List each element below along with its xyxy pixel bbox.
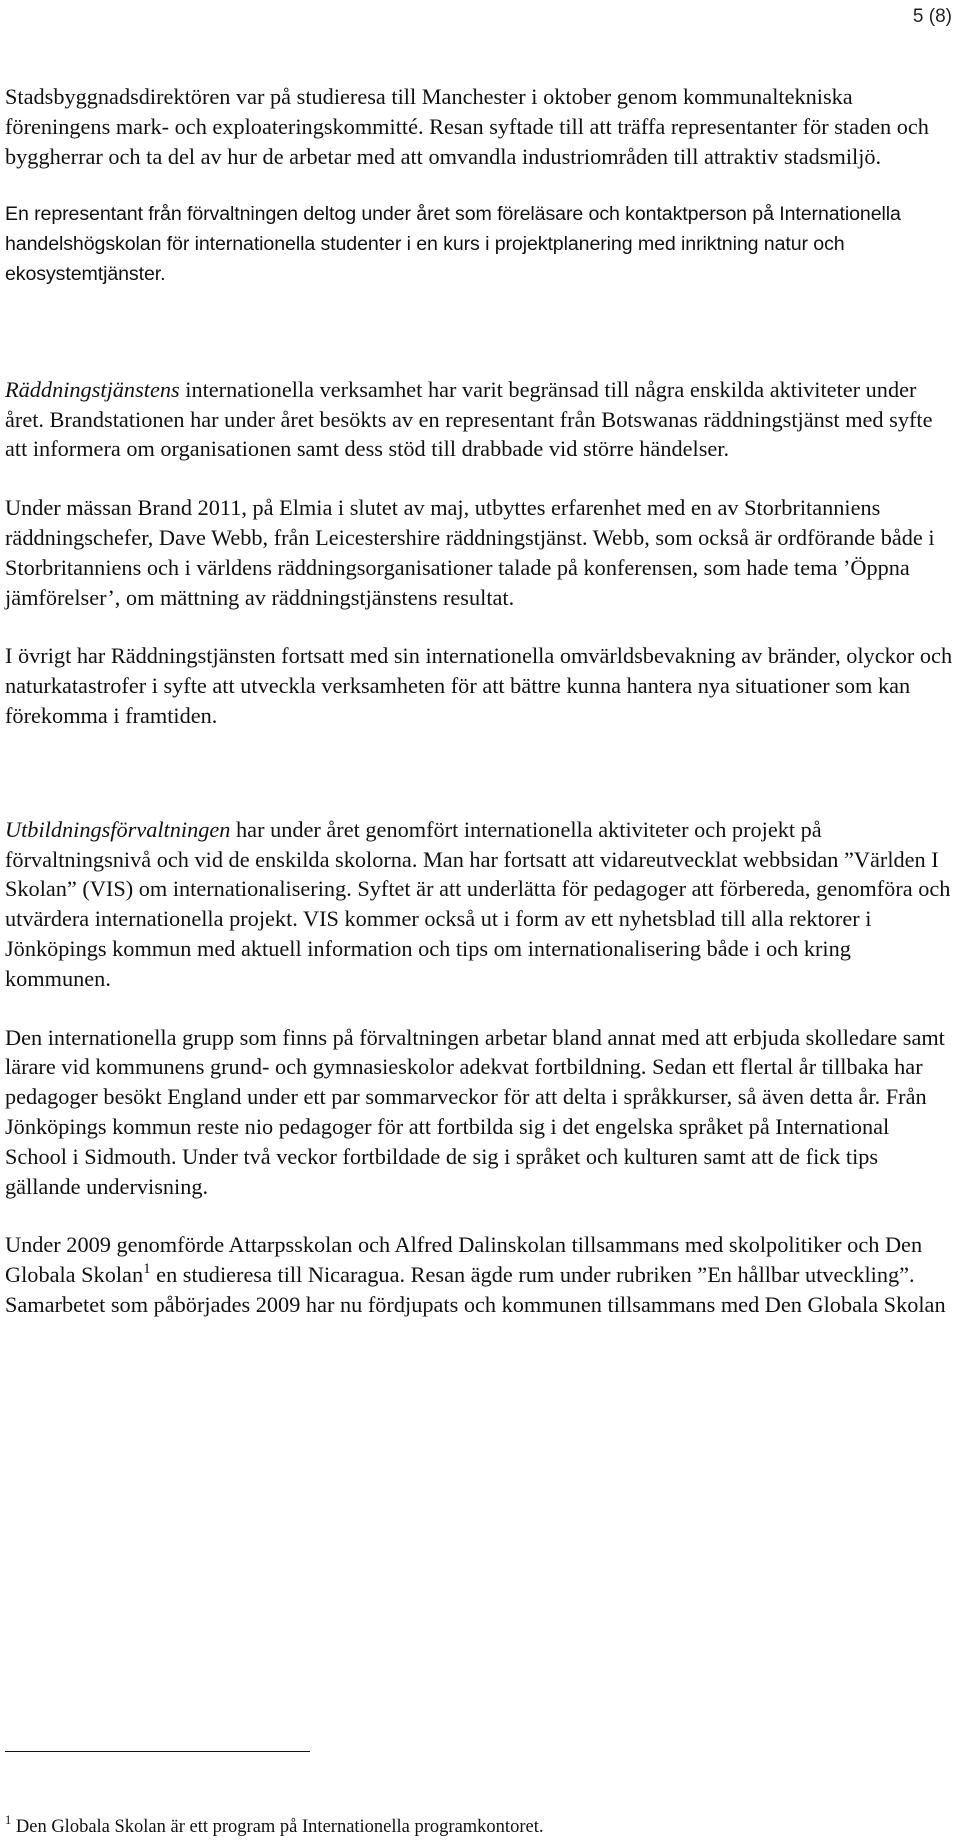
footnote-separator (5, 1751, 310, 1752)
paragraph-rescue-service (5, 375, 955, 464)
education-administration-text: har under året genomfört internationella aktiviteter och projekt på förvaltningsnivå och vid de enskilda skolorna. Man har fortsatt att vidareutvecklat webbsidan ”Världen I Skolan” (VIS) om internationalisering. Syftet är att underlätta för pedagoger att förbereda, genomföra och utvärdera internationella projekt. VIS kommer också ut i form av ett nyhetsblad till alla rektorer i Jönköpings kommun med aktuell information och tips om internationalisering både i och kring kommunen. (5, 816, 951, 991)
page-number: 5 (8) (912, 6, 952, 27)
nicaragua-text-a: Under 2009 genomförde Attarpsskolan och Alfred Dalinskolan tillsammans med skolpolitiker och Den Globala Skolan (5, 1232, 923, 1288)
footnote (5, 1813, 544, 1838)
document-body (5, 82, 955, 1320)
footnote-reference[interactable]: 1 (143, 1261, 151, 1278)
footnote-text: Den Globala Skolan är ett program på Internationella programkontoret. (11, 1817, 544, 1837)
paragraph-international-business-school: En representant från förvaltningen deltog under året som föreläsare och kontaktperson på Internationella handelshögskolan för internationella studenter i en kurs i projektplanering med inriktning natur och ekosystemtjänster. (5, 203, 901, 285)
nicaragua-text-b: en studieresa till Nicaragua. Resan ägde rum under rubriken ”En hållbar utveckling”. Samarbetet som påbörjades 2009 har nu fördjupats och kommunen tillsammans med Den Globala Skolan (5, 1262, 946, 1317)
paragraph-international-group: Den internationella grupp som finns på förvaltningen arbetar bland annat med att erbjuda skolledare samt lärare vid kommunens grund- och gymnasieskolor adekvat fortbildning. Sedan ett flertal år tillbaka har pedagoger besökt England under ett par sommarveckor för att delta i språkkurser, så även detta år. Från Jönköpings kommun reste nio pedagoger för att fortbilda sig i det engelska språket på International School i Sidmouth. Under två veckor fortbildade de sig i språket och kulturen samt att de fick tips gällande undervisning. (5, 1024, 945, 1199)
rescue-service-term: Räddningstjänstens (5, 376, 180, 402)
paragraph-nicaragua-trip (5, 1230, 955, 1319)
paragraph-world-monitoring: I övrigt har Räddningstjänsten fortsatt med sin internationella omvärldsbevakning av bränder, olyckor och naturkatastrofer i syfte att utveckla verksamheten för att bättre kunna hantera nya situationer som kan förekomma i framtiden. (5, 643, 953, 728)
education-administration-term: Utbildningsförvaltningen (5, 816, 231, 842)
paragraph-study-trip-manchester: Stadsbyggnadsdirektören var på studieresa till Manchester i oktober genom kommunaltekniska föreningens mark- och exploateringskommitté. Resan syftade till att träffa representanter för staden och byggherrar och ta del av hur de arbetar med att omvandla industriområden till attraktiv stadsmiljö. (5, 84, 929, 169)
paragraph-brand-fair: Under mässan Brand 2011, på Elmia i slutet av maj, utbyttes erfarenhet med en av Storbritanniens räddningschefer, Dave Webb, från Leicestershire räddningstjänst. Webb, som också är ordförande både i Storbritanniens och i världens räddningsorganisationer talade på konferensen, som hade tema ’Öppna jämförelser’, om mättning av räddningstjänstens resultat. (5, 495, 935, 610)
paragraph-education-administration (5, 815, 955, 994)
rescue-service-text: internationella verksamhet har varit begränsad till några enskilda aktiviteter under året. Brandstationen har under året besökts av en representant från Botswanas räddningstjänst med syfte att informera om organisationen samt dess stöd till drabbade vid större händelser. (5, 376, 933, 462)
footnote-marker: 1 (5, 1813, 12, 1827)
